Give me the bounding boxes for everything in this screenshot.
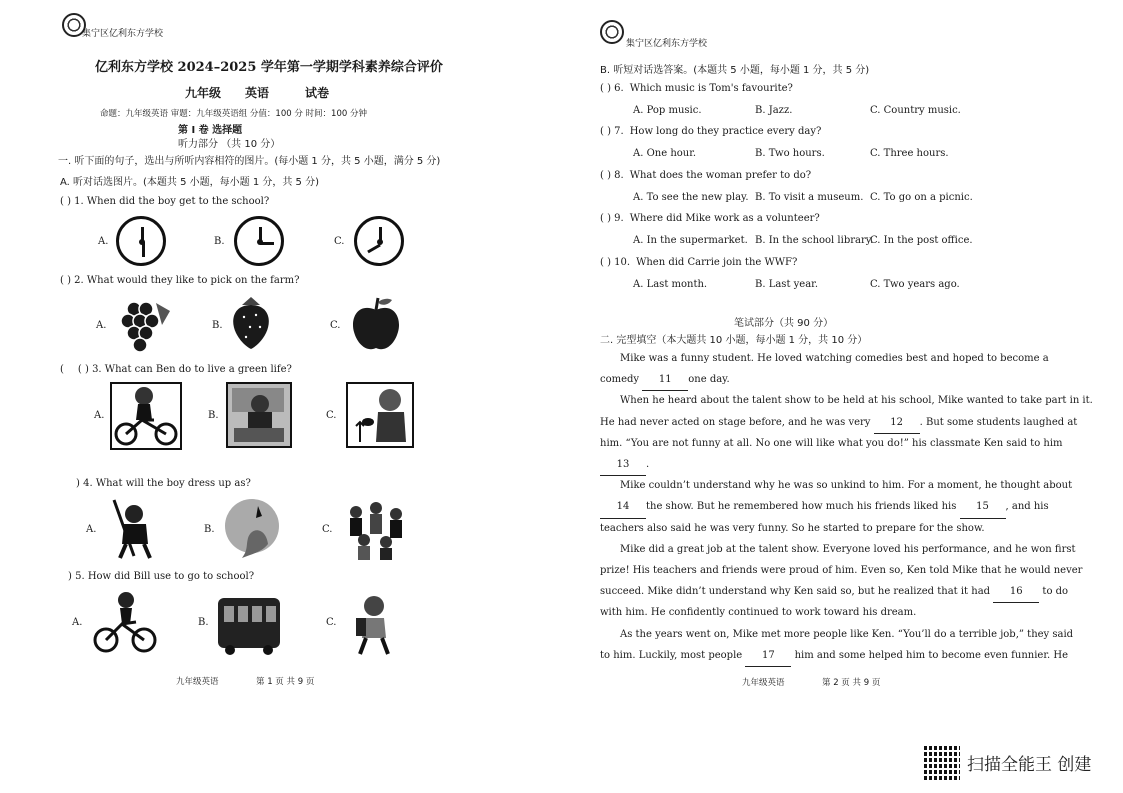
q10-option-a: A. Last month.	[633, 279, 708, 290]
question-2: ( ) 2. What would they like to pick on the farm?	[60, 275, 300, 286]
q8-option-a: A. To see the new play.	[633, 192, 749, 203]
listening-heading: 听力部分 （共 10 分）	[178, 139, 281, 150]
section-2-instructions: 二. 完型填空（本大题共 10 小题，每小题 1 分，共 10 分）	[600, 335, 868, 346]
clock-icon	[234, 216, 284, 266]
q8-option-c: C. To go on a picnic.	[870, 192, 973, 203]
q9-option-c: C. In the post office.	[870, 235, 973, 246]
q6-option-c: C. Country music.	[870, 105, 961, 116]
section-1-instructions: 一. 听下面的句子，选出与所听内容相符的图片。(每小题 1 分，共 5 小题，满分 5 分)	[58, 156, 441, 167]
monkey-king-image	[104, 496, 160, 562]
q7-option-c: C. Three hours.	[870, 148, 949, 159]
passage-text: comedy	[600, 374, 643, 386]
cloze-blank-13[interactable]: 13	[600, 454, 646, 476]
passage-text: with him. He confidently continued to work toward his dream.	[600, 607, 917, 619]
q2-option-b-letter: B.	[212, 320, 223, 331]
q1-option-b-letter: B.	[214, 236, 225, 247]
passage-text: He had never acted on stage before, and he was very	[600, 416, 874, 428]
passage-text: Mike couldn’t understand why he was so unkind to him. For a moment, he thought about	[620, 480, 1073, 492]
paper-label: 试卷	[305, 86, 330, 100]
footer-subject: 九年级英语	[742, 678, 785, 688]
exam-title: 亿利东方学校 2024–2025 学年第一学期学科素养综合评价	[95, 60, 443, 75]
school-name-small: 集宁区亿利东方学校	[626, 39, 708, 49]
cloze-blank-12[interactable]: 12	[874, 412, 920, 434]
q10-option-c: C. Two years ago.	[870, 279, 960, 290]
clock-icon	[354, 216, 404, 266]
question-10: ( ) 10. When did Carrie join the WWF?	[600, 257, 798, 268]
question-7: ( ) 7. How long do they practice every day?	[600, 126, 822, 137]
passage-text: .	[646, 459, 650, 470]
written-part-heading: 笔试部分（共 90 分）	[734, 318, 834, 329]
q9-option-b: B. In the school library.	[755, 235, 874, 246]
passage-line	[620, 348, 1049, 369]
exam-page-1	[0, 0, 560, 793]
q2-option-a-letter: A.	[96, 320, 107, 331]
passage-line	[620, 539, 1076, 560]
q2-option-c-letter: C.	[330, 320, 341, 331]
section-a-instructions: A. 听对话选图片。(本题共 5 小题，每小题 1 分，共 5 分)	[60, 177, 319, 188]
q9-option-a: A. In the supermarket.	[633, 235, 748, 246]
passage-line	[600, 454, 649, 476]
apple-icon	[348, 296, 404, 354]
passage-line	[600, 560, 1082, 581]
passage-line	[620, 475, 1072, 496]
exam-meta: 命题：九年级英语 审题：九年级英语组 分值：100 分 时间：100 分钟	[100, 109, 367, 119]
watering-plant-image	[346, 382, 414, 448]
cycling-boy-image	[110, 382, 182, 450]
school-name-small: 集宁区亿利东方学校	[82, 29, 164, 39]
q10-option-b: B. Last year.	[755, 279, 819, 290]
question-6: ( ) 6. Which music is Tom's favourite?	[600, 83, 793, 94]
passage-text: to do	[1039, 586, 1069, 598]
passage-text: Mike was a funny student. He loved watching comedies best and hoped to become a	[620, 353, 1049, 364]
passage-text: , and his	[1005, 501, 1049, 513]
section-b-instructions: B. 听短对话选答案。(本题共 5 小题，每小题 1 分，共 5 分)	[600, 65, 870, 76]
passage-text: him. “You are not funny at all. No one will like what you do!” his classmate Ken said to him	[600, 437, 1063, 449]
q5-option-a-letter: A.	[72, 617, 83, 628]
q7-option-a: A. One hour.	[633, 148, 697, 159]
cloze-blank-15[interactable]: 15	[960, 496, 1006, 518]
passage-line	[600, 433, 1063, 454]
q4-option-b-letter: B.	[204, 524, 215, 535]
q1-option-a-letter: A.	[98, 236, 109, 247]
passage-text: When he heard about the talent show to be held at his school, Mike wanted to take part in it.	[620, 395, 1093, 407]
q6-option-a: A. Pop music.	[633, 105, 702, 116]
q7-option-b: B. Two hours.	[755, 148, 825, 159]
volume-1-heading: 第 I 卷 选择题	[178, 125, 243, 136]
passage-line	[600, 602, 916, 623]
passage-line	[600, 518, 985, 539]
question-8: ( ) 8. What does the woman prefer to do?	[600, 170, 812, 181]
exam-page-2	[570, 0, 1123, 793]
walking-boy-image	[346, 594, 402, 656]
bus-image	[216, 594, 282, 656]
moon-rabbit-image	[222, 496, 288, 564]
passage-line	[620, 390, 1093, 411]
passage-text: the show. But he remembered how much his friends liked his	[646, 501, 960, 513]
q4-option-a-letter: A.	[86, 524, 97, 535]
passage-line	[620, 624, 1073, 645]
passage-text: prize! His teachers and friends were proud of him. Even so, Ken told Mike that he would never	[600, 565, 1083, 576]
grapes-icon	[112, 295, 174, 355]
question-9: ( ) 9. Where did Mike work as a volunteer?	[600, 213, 820, 224]
passage-text: succeed. Mike didn’t understand why Ken said so, but he realized that it had	[600, 586, 994, 598]
q8-option-b: B. To visit a museum.	[755, 192, 864, 203]
passage-line	[600, 369, 730, 391]
school-logo-icon	[600, 20, 624, 44]
clock-icon	[116, 216, 166, 266]
subject-label: 英语	[245, 86, 270, 100]
cloze-blank-11[interactable]: 11	[642, 369, 688, 391]
q5-option-c-letter: C.	[326, 617, 337, 628]
question-4: ) 4. What will the boy dress up as?	[76, 478, 251, 489]
q3-option-b-letter: B.	[208, 410, 219, 421]
q6-option-b: B. Jazz.	[755, 105, 793, 116]
passage-text: . But some students laughed at	[919, 416, 1078, 428]
q3-option-c-letter: C.	[326, 410, 337, 421]
q3-option-a-letter: A.	[94, 410, 105, 421]
q1-option-c-letter: C.	[334, 236, 345, 247]
cloze-blank-14[interactable]: 14	[600, 496, 646, 518]
qr-code-icon	[924, 744, 960, 780]
passage-text: Mike did a great job at the talent show. Everyone loved his performance, and he won first	[620, 543, 1076, 555]
passage-line	[600, 645, 1068, 667]
grade-label: 九年级	[185, 86, 222, 100]
footer-page-number: 第 2 页 共 9 页	[822, 678, 881, 688]
strawberry-icon	[228, 295, 274, 351]
people-group-image	[342, 496, 408, 562]
passage-text: teachers also said he was very funny. So he started to prepare for the show.	[600, 522, 985, 534]
footer-page-number: 第 1 页 共 9 页	[256, 677, 315, 687]
cloze-blank-16[interactable]: 16	[993, 581, 1039, 603]
passage-text: him and some helped him to become even funnier. He	[791, 649, 1068, 661]
q5-option-b-letter: B.	[198, 617, 209, 628]
passage-text: to him. Luckily, most people	[600, 649, 746, 661]
passage-line	[600, 412, 1077, 434]
passage-text: one day.	[688, 374, 730, 386]
question-5: ) 5. How did Bill use to go to school?	[68, 571, 255, 582]
passage-text: As the years went on, Mike met more people like Ken. “You’ll do a terrible job,” they said	[620, 628, 1074, 640]
cloze-blank-17[interactable]: 17	[745, 645, 791, 667]
scanner-watermark: 扫描全能王 创建	[967, 755, 1092, 775]
passage-line	[600, 496, 1049, 518]
boy-at-desk-image	[226, 382, 292, 448]
question-3: ( ( ) 3. What can Ben do to live a green life?	[60, 364, 292, 375]
q4-option-c-letter: C.	[322, 524, 333, 535]
passage-line	[600, 581, 1068, 603]
footer-subject: 九年级英语	[176, 677, 219, 687]
bike-rider-image	[92, 590, 158, 656]
question-1: ( ) 1. When did the boy get to the school?	[60, 196, 270, 207]
